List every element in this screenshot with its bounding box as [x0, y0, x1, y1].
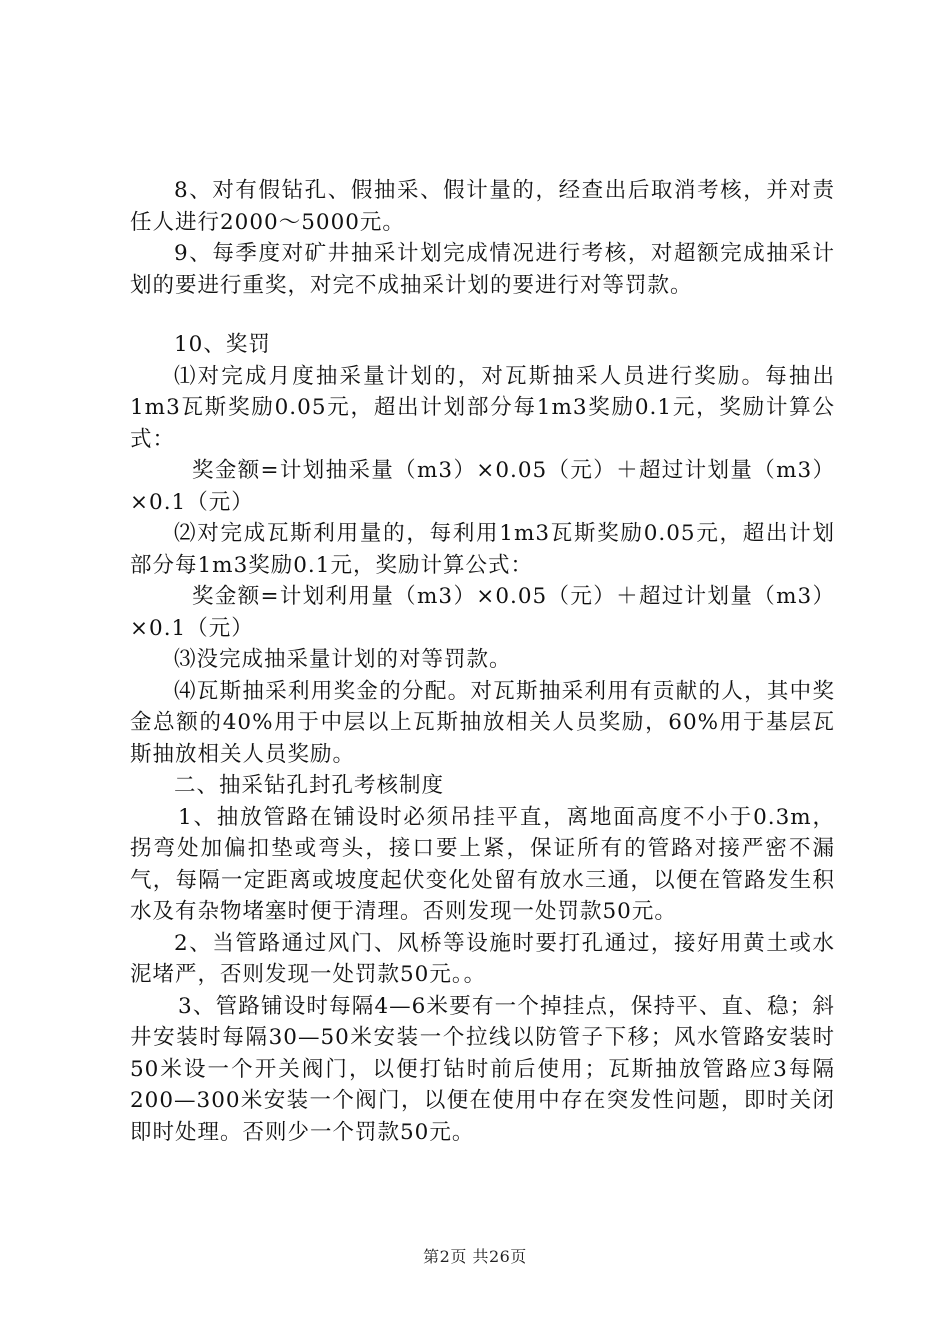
- paragraph-reward-1: ⑴对完成月度抽采量计划的，对瓦斯抽采人员进行奖励。每抽出1m3瓦斯奖励0.05元，超出计划部分每1m3奖励0.1元，奖励计算公式：: [130, 363, 835, 452]
- page-footer: 第2页 共26页: [423, 1247, 527, 1266]
- paragraph-pipe-3: 3、管路铺设时每隔4—6米要有一个掉挂点，保持平、直、稳；斜井安装时每隔30—50米安装一个拉线以防管子下移；风水管路安装时50米设一个开关阀门，以便打钻时前后使用；瓦斯抽放管路应3每隔200—300米安装一个阀门，以便在使用中存在突发性问题，即时关闭即时处理。否则少一个罚款50元。: [130, 993, 835, 1145]
- formula-reward-2: 奖金额=计划利用量（m3）×0.05（元）＋超过计划量（m3）×0.1（元）: [130, 584, 835, 641]
- paragraph-gap: [130, 301, 835, 329]
- paragraph-item-8: 8、对有假钻孔、假抽采、假计量的，经查出后取消考核，并对责任人进行2000～5000元。: [130, 178, 835, 235]
- paragraph-reward-2: ⑵对完成瓦斯利用量的，每利用1m3瓦斯奖励0.05元，超出计划部分每1m3奖励0.1元，奖励计算公式：: [130, 521, 835, 578]
- paragraph-item-9: 9、每季度对矿井抽采计划完成情况进行考核，对超额完成抽采计划的要进行重奖，对完不成抽采计划的要进行对等罚款。: [130, 241, 835, 298]
- paragraph-pipe-2: 2、当管路通过风门、风桥等设施时要打孔通过，接好用黄土或水泥堵严，否则发现一处罚款50元。。: [130, 930, 835, 987]
- paragraph-reward-3: ⑶没完成抽采量计划的对等罚款。: [174, 647, 512, 672]
- document-body: [130, 175, 835, 1148]
- section-heading-drilling: 二、抽采钻孔封孔考核制度: [174, 773, 445, 798]
- paragraph-pipe-1: 1、抽放管路在铺设时必须吊挂平直，离地面高度不小于0.3m，拐弯处加偏扣垫或弯头，接口要上紧，保证所有的管路对接严密不漏气，每隔一定距离或坡度起伏变化处留有放水三通，以便在管路发生积水及有杂物堵塞时便于清理。否则发现一处罚款50元。: [130, 804, 835, 924]
- section-heading-rewards: 10、奖罚: [174, 332, 271, 357]
- formula-reward-1: 奖金额=计划抽采量（m3）×0.05（元）＋超过计划量（m3）×0.1（元）: [130, 458, 835, 515]
- paragraph-reward-4: ⑷瓦斯抽采利用奖金的分配。对瓦斯抽采利用有贡献的人，其中奖金总额的40%用于中层以上瓦斯抽放相关人员奖励，60%用于基层瓦斯抽放相关人员奖励。: [130, 678, 835, 767]
